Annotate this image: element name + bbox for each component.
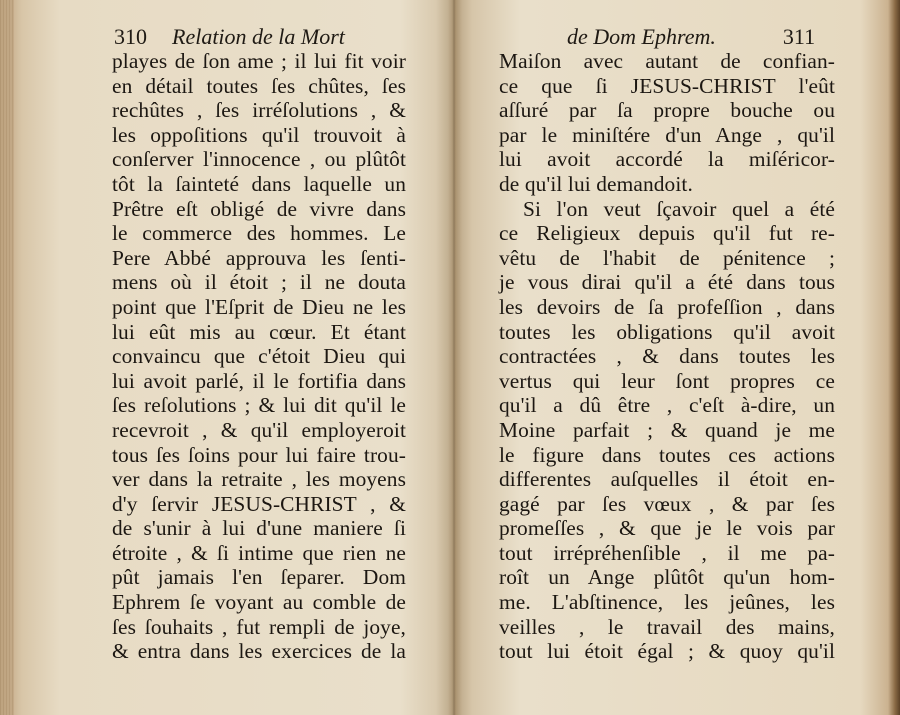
text-line: convaincu que c'étoit Dieu qui xyxy=(112,344,406,369)
text-line: playes de ſon ame ; il lui fit voir xyxy=(112,49,406,73)
text-line: conſerver l'innocence , ou plûtôt xyxy=(112,147,406,172)
text-line: veilles , le travail des mains, xyxy=(499,614,835,639)
text-line: gagé par ſes vœux , & par ſes xyxy=(499,491,835,516)
text-line: Prêtre eſt obligé de vivre dans xyxy=(112,196,406,221)
text-line: vêtu de l'habit de pénitence ; xyxy=(499,245,835,270)
text-line: roît un Ange plûtôt qu'un hom- xyxy=(499,565,835,590)
text-line: ver dans la retraite , les moyens xyxy=(112,467,406,492)
left-body-text xyxy=(112,49,406,664)
text-line: le figure dans toutes ces actions xyxy=(499,442,835,467)
text-line: de s'unir à lui d'une maniere ſi xyxy=(112,516,406,541)
text-line: d'y ſervir JESUS-CHRIST , & xyxy=(112,491,406,516)
text-line: en détail toutes ſes chûtes, ſes xyxy=(112,73,406,98)
text-line: recevroit , & qu'il employeroit xyxy=(112,417,406,442)
text-line: toutes les obligations qu'il avoit xyxy=(499,319,835,344)
text-line: tous ſes ſoins pour lui faire trou- xyxy=(112,442,406,467)
left-running-head xyxy=(114,24,345,50)
text-line: je vous dirai qu'il a été dans tous xyxy=(499,270,835,295)
text-line: Maiſon avec autant de confian- xyxy=(499,49,835,73)
text-line: contractées , & dans toutes les xyxy=(499,344,835,369)
text-line: Ephrem ſe voyant au comble de xyxy=(112,590,406,615)
text-line: par le miniſtére d'un Ange , qu'il xyxy=(499,122,835,147)
text-line: & entra dans les exercices de la xyxy=(112,639,406,664)
text-line: tout lui étoit égal ; & quoy qu'il xyxy=(499,639,835,664)
right-page-number: 311 xyxy=(782,24,816,49)
text-line: tôt la ſainteté dans laquelle un xyxy=(112,171,406,196)
text-line: le commerce des hommes. Le xyxy=(112,221,406,246)
text-line: ce Religieux depuis qu'il fut re- xyxy=(499,221,835,246)
text-line: vertus qui leur ſont propres ce xyxy=(499,368,835,393)
right-running-title: de Dom Ephrem. xyxy=(567,24,716,49)
text-line: rechûtes , ſes irréſolutions , & xyxy=(112,98,406,123)
text-line: pût jamais l'en ſeparer. Dom xyxy=(112,565,406,590)
text-line: de qu'il lui demandoit. xyxy=(499,171,693,196)
text-line: lui avoit parlé, il le fortifia dans xyxy=(112,368,406,393)
text-line: lui avoit accordé la miſéricor- xyxy=(499,147,835,172)
text-line: étroite , & ſi intime que rien ne xyxy=(112,540,406,565)
text-line: les devoirs de ſa profeſſion , dans xyxy=(499,294,835,319)
text-line: les oppoſitions qu'il trouvoit à xyxy=(112,122,406,147)
left-running-title: Relation de la Mort xyxy=(172,24,345,49)
right-running-head xyxy=(567,24,815,50)
text-line: ſes ſouhaits , fut rempli de joye, xyxy=(112,614,406,639)
right-page xyxy=(455,0,900,715)
text-line: aſſuré par ſa propre bouche ou xyxy=(499,98,835,123)
text-line: Pere Abbé approuva les ſenti- xyxy=(112,245,406,270)
text-line: mens où il étoit ; il ne douta xyxy=(112,270,406,295)
text-line: lui eût mis au cœur. Et étant xyxy=(112,319,406,344)
text-line: tout irrépréhenſible , il me pa- xyxy=(499,540,835,565)
text-line: Moine parfait ; & quand je me xyxy=(499,417,835,442)
text-line: promeſſes , & que je le vois par xyxy=(499,516,835,541)
text-line: differentes auſquelles il étoit en- xyxy=(499,467,835,492)
text-line: qu'il a dû être , c'eſt à-dire, un xyxy=(499,393,835,418)
right-body-text xyxy=(499,49,835,664)
left-page-number: 310 xyxy=(114,24,147,49)
text-line: point que l'Eſprit de Dieu ne les xyxy=(112,294,406,319)
text-line: ce que ſi JESUS-CHRIST l'eût xyxy=(499,73,835,98)
text-line: ſes reſolutions ; & lui dit qu'il le xyxy=(112,393,406,418)
text-line: Si l'on veut ſçavoir quel a été xyxy=(523,196,835,221)
text-line: me. L'abſtinence, les jeûnes, les xyxy=(499,590,835,615)
